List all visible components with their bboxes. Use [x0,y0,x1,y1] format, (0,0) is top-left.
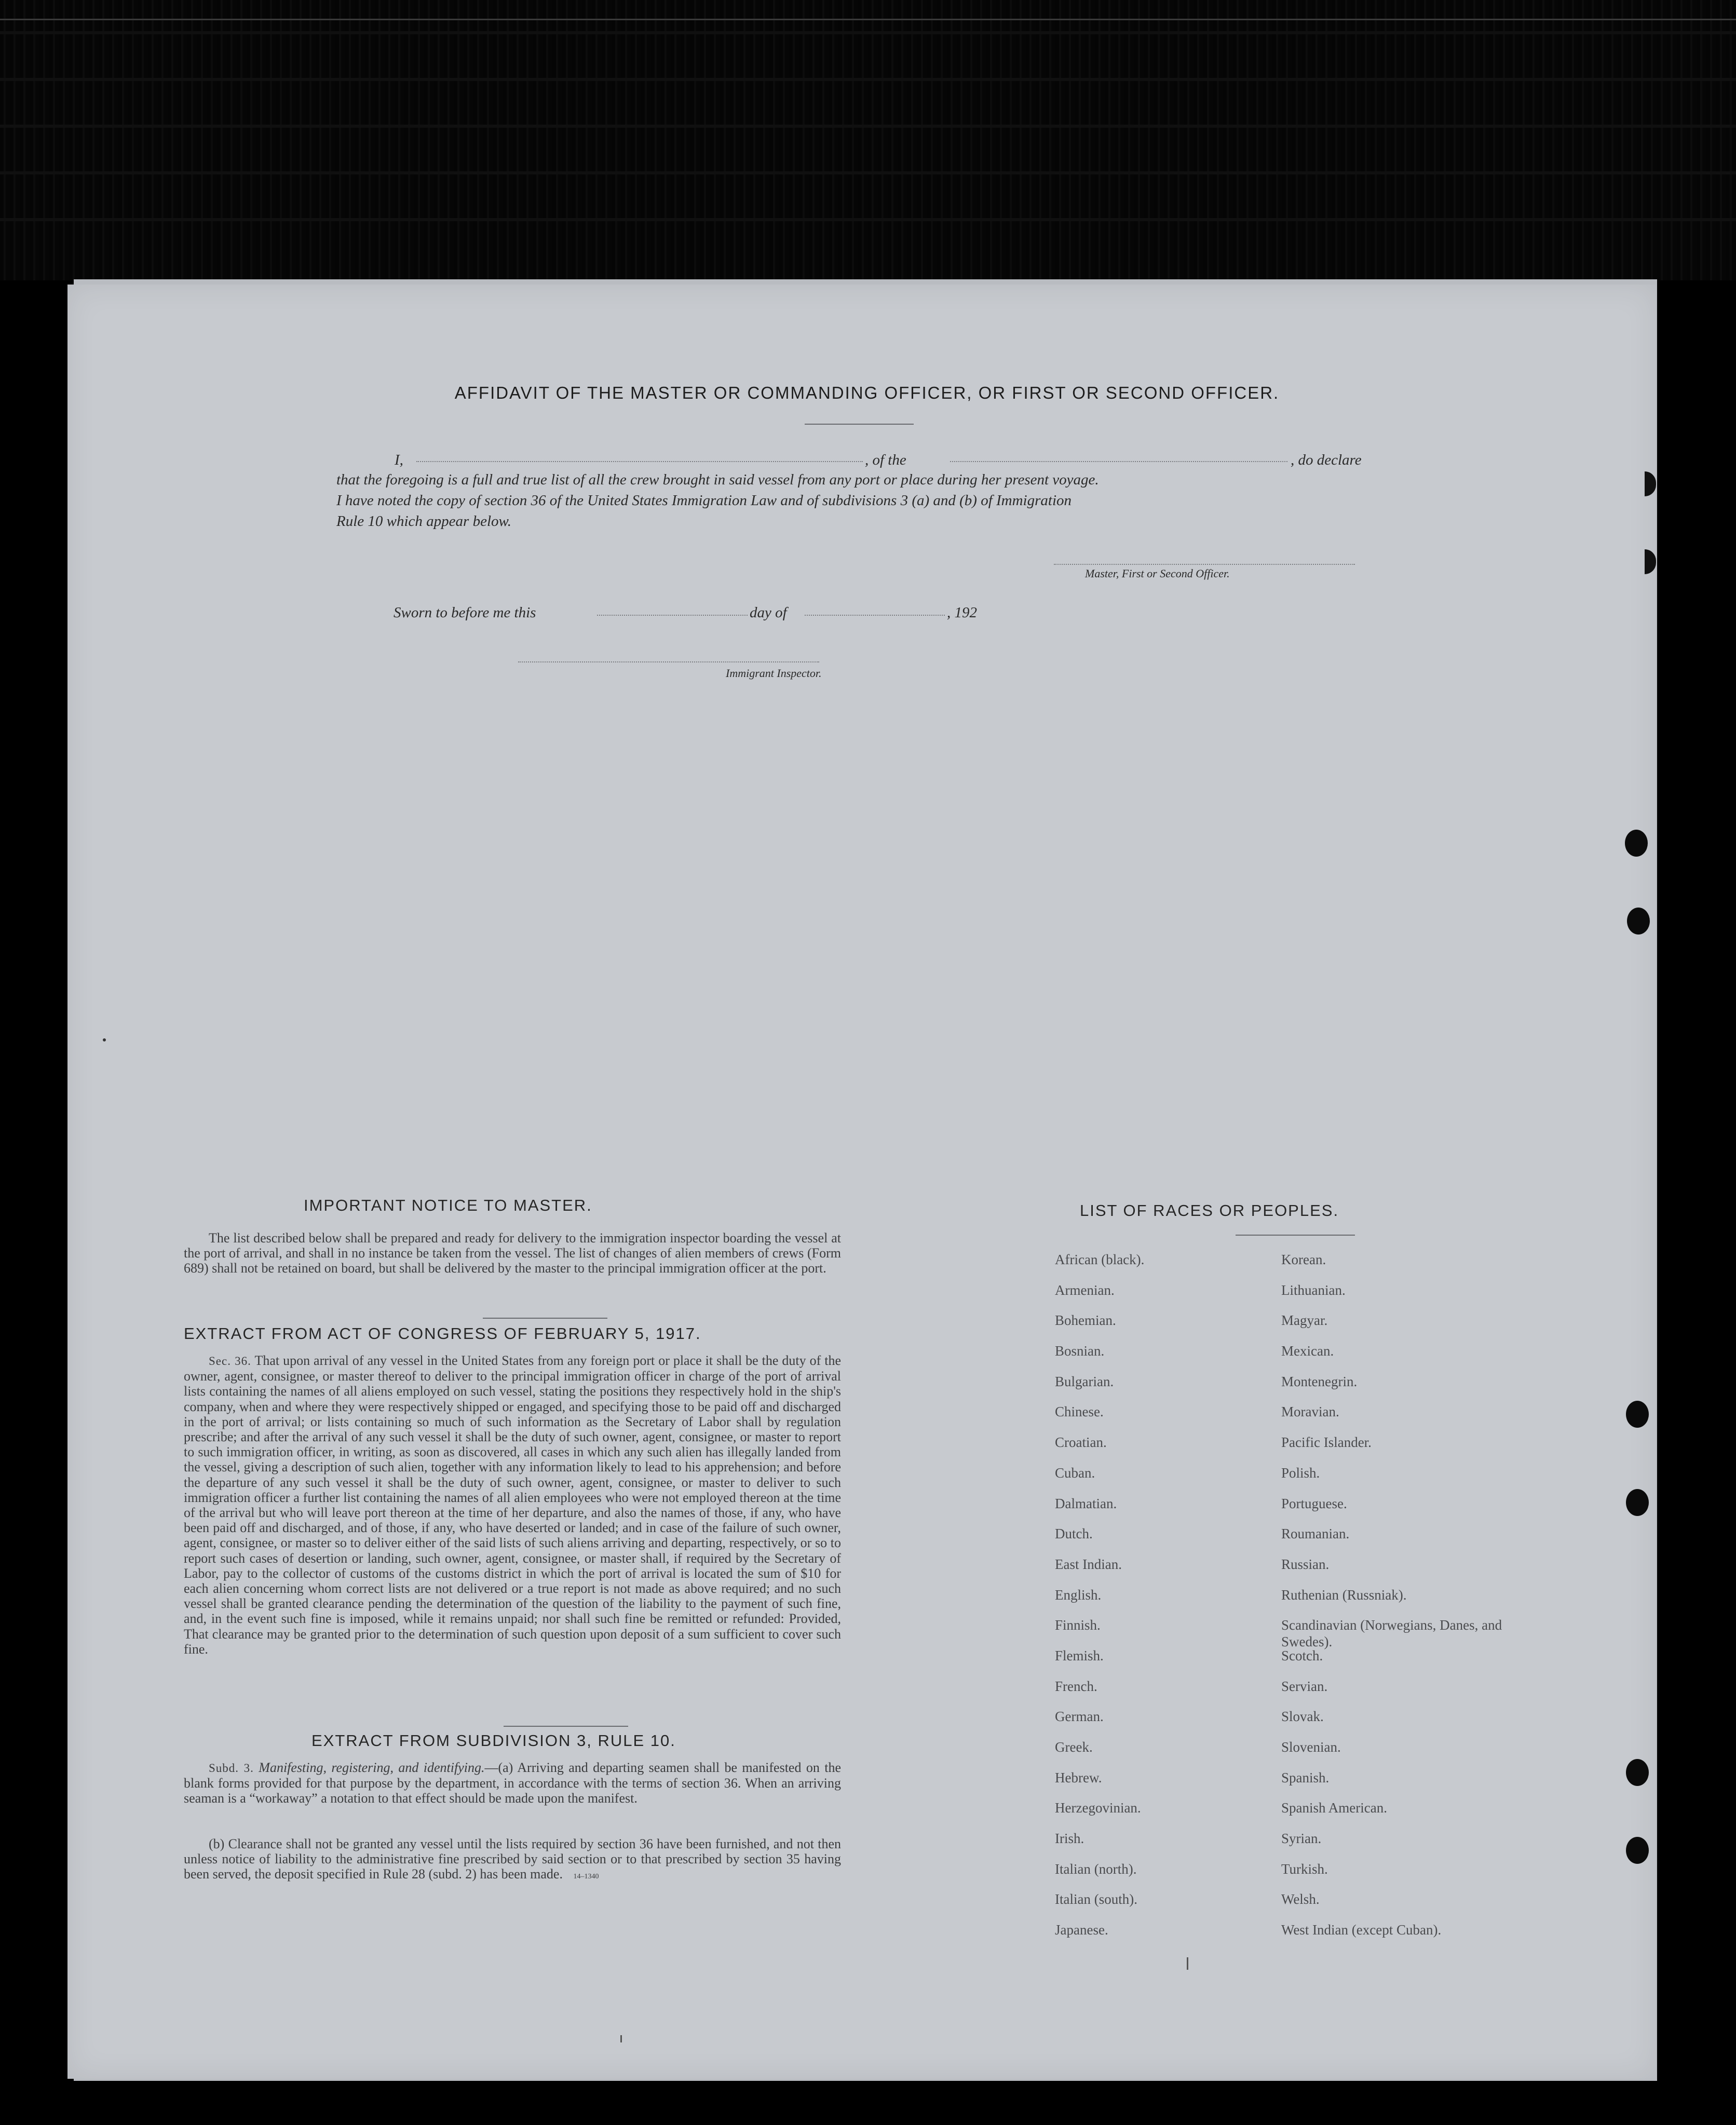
tick-mark [620,2035,622,2042]
binder-hole [1626,1759,1649,1786]
race-item: Slovak. [1281,1709,1324,1725]
race-item: Chinese. [1055,1404,1104,1420]
race-item: Roumanian. [1281,1526,1350,1542]
race-item: Dutch. [1055,1526,1093,1542]
scan-streak [0,125,1736,128]
races-column-1 [1055,1251,1252,1952]
binder-hole [1645,549,1656,574]
master-signature-field[interactable] [1054,564,1355,565]
binder-hole [1626,1837,1649,1864]
race-item: Bohemian. [1055,1312,1116,1329]
rule-text-a: —(a) Arriving and departing seamen shall be manifested on the blank forms provided for that purpose by the department, in accordance with the terms of section 36. When an arriving seaman is a “workaway” a notation to that effect should be made upon the manifest. [184,1760,841,1806]
race-item: Korean. [1281,1252,1326,1267]
race-item: Welsh. [1281,1891,1320,1907]
scan-top-line [0,19,1736,20]
race-item: Japanese. [1055,1922,1108,1938]
master-signature-label: Master, First or Second Officer. [1085,567,1230,580]
notice-title: IMPORTANT NOTICE TO MASTER. [304,1196,592,1214]
race-item: French. [1055,1678,1097,1694]
race-item: Italian (north). [1055,1861,1137,1877]
divider [483,1318,607,1319]
divider [805,424,914,425]
race-item: Portuguese. [1281,1495,1347,1511]
race-item: Moravian. [1281,1404,1339,1420]
declarant-name-field[interactable] [416,461,863,462]
do-declare-label: , do declare [1291,452,1362,468]
race-item: Ruthenian (Russniak). [1281,1587,1407,1603]
race-item: Flemish. [1055,1647,1104,1663]
document-page [67,285,1656,2079]
race-item: Croatian. [1055,1434,1107,1451]
race-item: Turkish. [1281,1861,1328,1877]
races-title: LIST OF RACES OR PEOPLES. [1080,1201,1339,1220]
tick-mark [1187,1957,1188,1970]
rule-extract-para-b [184,1836,841,1885]
race-item: Greek. [1055,1739,1093,1755]
scan-streak [0,218,1736,221]
race-item: Magyar. [1281,1312,1328,1329]
declaration-line: that the foregoing is a full and true list of all the crew brought in said vessel from any port or place during her present voyage. [336,471,1099,488]
race-item: Syrian. [1281,1831,1322,1847]
sworn-day-field[interactable] [597,615,748,616]
declaration-line: Rule 10 which appear below. [336,513,511,530]
race-item: Lithuanian. [1281,1282,1346,1298]
rule-extract-para-a [184,1760,841,1806]
speck [103,1038,106,1041]
vessel-name-field[interactable] [950,461,1287,462]
race-item: Pacific Islander. [1281,1434,1372,1451]
binder-hole [1645,471,1656,496]
race-item: West Indian (except Cuban). [1281,1922,1442,1938]
race-item: English. [1055,1587,1102,1603]
races-column-2 [1281,1251,1510,1952]
race-item: Polish. [1281,1465,1320,1481]
rule-extract-title: EXTRACT FROM SUBDIVISION 3, RULE 10. [311,1731,676,1750]
section-number: Sec. 36. [209,1355,251,1368]
race-item: Irish. [1055,1831,1084,1847]
act-extract-body [184,1353,841,1657]
scan-noise-band [0,0,1736,280]
sworn-month-field[interactable] [805,615,945,616]
race-item: Finnish. [1055,1617,1101,1633]
race-item: Hebrew. [1055,1769,1102,1785]
declaration-line: I have noted the copy of section 36 of the United States Immigration Law and of subdivisions 3 (a) and (b) of Immigration [336,492,1072,509]
divider [1236,1235,1355,1236]
race-item: Montenegrin. [1281,1373,1358,1389]
binder-hole [1626,1401,1649,1428]
act-extract-title: EXTRACT FROM ACT OF CONGRESS OF FEBRUARY 5, 1917. [184,1324,701,1343]
race-item: Herzegovinian. [1055,1800,1141,1816]
binder-hole [1627,908,1650,935]
race-item: Spanish. [1281,1769,1330,1785]
scan-streak [0,31,1736,34]
race-item: Armenian. [1055,1282,1115,1298]
subdivision-number: Subd. 3. [209,1762,254,1775]
notice-text: The list described below shall be prepared and ready for delivery to the immigration inspector boarding the vessel at the port of arrival, and shall in no instance be taken from the vessel. The list of changes of alien members of crews (Form 689) shall not be retained on board, but shall be delivered by the master to the principal immigration officer at the port. [184,1230,841,1276]
form-number: 14–1340 [573,1873,599,1881]
race-item: Russian. [1281,1556,1330,1572]
inspector-signature-label: Immigrant Inspector. [726,667,822,680]
act-extract-text: That upon arrival of any vessel in the United States from any foreign port or place it shall be the duty of the owner, agent, consignee, or master thereof to deliver to the principal immigration officer in charge of the port of arrival lists containing the names of all aliens employed on such vessel, stating the positions they respectively hold in the ship's company, when and where they were respectively shipped or engaged, and specifying those to be paid off and discharged in the port of arrival; or lists containing so much of such information as the Secretary of Labor shall by regulation prescribe; and after the arrival of any such vessel it shall be the duty of such owner, agent, consignee, or master to report to such immigration officer, in writing, as soon as discovered, all cases in which any such alien has illegally landed from the vessel, giving a description of such alien, together with any information likely to lead to his apprehension; and before the departure of any such vessel it shall be the duty of such owner, agent, consignee, or master to deliver to such immigration officer a further list containing the names of all alien employees who were not employed thereon at the time of the arrival but who will leave port thereon at the time of her departure, and also the names of those, if any, who have been paid off and discharged, and of those, if any, who have deserted or landed; and in case of the failure of such owner, agent, consignee, or master so to deliver either of the said lists of such aliens arriving and departing, respectively, or so to report such cases of desertion or landing, such owner, agent, consignee, or master shall, if required by the Secretary of Labor, pay to the collector of customs of the customs district in which the port of arrival is located the sum of $10 for each alien concerning whom correct lists are not delivered or a true report is not made as above required; and no such vessel shall be granted clearance pending the determination of the question of the liability to the payment of such fine, and, in the event such fine is imposed, while it remains unpaid; nor shall such fine be remitted or refunded: Provided, That clearance may be granted prior to the determination of such question upon deposit of a sum sufficient to cover such fine. [184,1353,841,1657]
binder-hole [1625,830,1648,857]
year-label: , 192 [947,604,977,621]
scan-streak [0,78,1736,81]
race-item: Bulgarian. [1055,1373,1114,1389]
day-of-label: day of [750,604,787,621]
race-item: Scotch. [1281,1647,1323,1663]
race-item: Servian. [1281,1678,1328,1694]
scan-streak [0,171,1736,174]
of-the-label: , of the [865,452,906,468]
sworn-label: Sworn to before me this [394,604,536,621]
race-item: Bosnian. [1055,1343,1105,1359]
race-item: Scandinavian (Norwegians, Danes, and Swedes). [1281,1617,1502,1650]
binder-hole [1626,1489,1649,1516]
inspector-signature-field[interactable] [518,661,819,662]
race-item: Spanish American. [1281,1800,1387,1816]
rule-text-b: (b) Clearance shall not be granted any vessel until the lists required by section 36 have been furnished, and not then unless notice of liability to the administrative fine prescribed by said section or to that prescribed by section 35 having been served, the deposit specified in Rule 28 (subd. 2) has been made. [184,1836,841,1882]
race-item: Dalmatian. [1055,1495,1117,1511]
race-item: East Indian. [1055,1556,1122,1572]
race-item: African (black). [1055,1252,1145,1267]
race-item: German. [1055,1709,1104,1725]
affidavit-title: AFFIDAVIT OF THE MASTER OR COMMANDING OFFICER, OR FIRST OR SECOND OFFICER. [454,383,1280,402]
race-item: Slovenian. [1281,1739,1341,1755]
race-item: Cuban. [1055,1465,1095,1481]
race-item: Italian (south). [1055,1891,1137,1907]
rule-heading: Manifesting, registering, and identifying. [259,1760,485,1775]
divider [504,1726,628,1727]
declarant-prefix: I, [395,452,403,468]
race-item: Mexican. [1281,1343,1334,1359]
